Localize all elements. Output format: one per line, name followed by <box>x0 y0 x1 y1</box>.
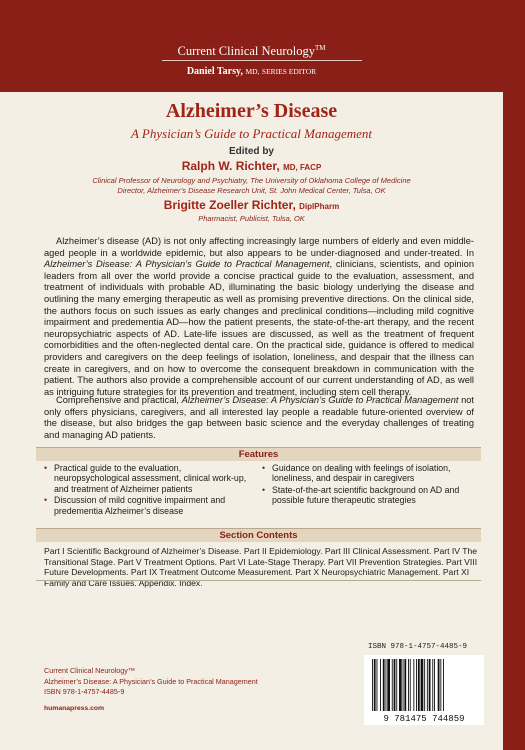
footer-book-title: Alzheimer’s Disease: A Physician’s Guide to Practical Management <box>44 676 258 686</box>
spine-strip <box>503 0 525 750</box>
features-list-left <box>44 463 254 517</box>
feature-item: • Discussion of mild cognitive impairment and predementia Alzheimer’s disease <box>44 495 254 516</box>
isbn-label: ISBN 978-1-4757-4485-9 <box>368 643 468 651</box>
series-editor: Daniel Tarsy, MD, SERIES EDITOR <box>186 66 317 77</box>
series-title: Current Clinical Neurology™ <box>177 44 326 59</box>
footer-isbn: ISBN 978-1-4757-4485-9 <box>44 687 125 696</box>
book-title: Alzheimer’s Disease <box>165 100 338 122</box>
feature-item: • State-of-the-art scientific background on AD and possible future therapeutic strategies <box>262 485 472 506</box>
edited-by-label: Edited by <box>228 146 274 157</box>
barcode <box>364 655 484 725</box>
features-list-right <box>262 463 472 507</box>
section-contents-rule <box>36 580 481 581</box>
editor-1-affiliation-2: Director, Alzheimer’s Disease Research Unit, St. John Medical Center, Tulsa, OK <box>117 186 386 195</box>
book-subtitle: A Physician’s Guide to Practical Management <box>130 126 373 141</box>
feature-item: • Practical guide to the evaluation, neuropsychological assessment, clinical work-up, and treatment of Alzheimer patients <box>44 463 254 494</box>
series-divider <box>162 60 362 61</box>
description-paragraph-1: Alzheimer’s disease (AD) is not only affecting increasingly large numbers of elderly and even middle-aged people in a worldwide epidemic, but also appears to be under-diagnosed and under-treated. In Alzheimer’s Disease: A Physician’s Guide to Practical Management, clinicians, scientists, and opinion leaders from all over the world provide a concise practical guide to the evaluation, assessment, and treatment of individuals with probable AD, illuminating the basic biology underlying the disease and outlining the many emerging therapeutic as well as promising preventive directions. On the clinical side, the authors focus on such issues as early changes and preclinical conditions—including mild cognitive impairment and predementia AD—how the patient presents, the state-of-the-art therapy, and the recent neuropsychiatric aspects of AD. Late-life issues are discussed, as well as the treatment of frequent comorbidities and the often-neglected dental care. On the practical side, guidance is offered to medical providers and caregivers on the deep feelings of isolation, loneliness, and despair that the illness can create in caregivers, and on how to overcome the consequent breakdown in communication with the patient. The authors also provide a comprehensible account of our current understanding of AD, as well as intriguing future strategies for its prevention and treatment, including stem cell therapy. <box>44 236 474 397</box>
editor-2-affiliation: Pharmacist, Publicist, Tulsa, OK <box>198 214 305 223</box>
editor-1-name: Ralph W. Richter, MD, FACP <box>181 159 322 173</box>
section-contents-heading: Section Contents <box>36 528 481 542</box>
editor-1-affiliation-1: Clinical Professor of Neurology and Psychiatry, The University of Oklahoma College of Medicine <box>92 176 411 185</box>
features-heading: Features <box>36 447 481 461</box>
description-paragraph-2: Comprehensive and practical, Alzheimer’s Disease: A Physician’s Guide to Practical Management not only offers physicians, caregivers, and all interested lay people a readable future-oriented overview of the disease, but also bridges the gap between basic science and the everyday challenges of treating and managing AD patients. <box>44 395 475 440</box>
section-contents-text: Part I Scientific Background of Alzheimer’s Disease. Part II Epidemiology. Part III Clinical Assessment. Part IV The Transitional Stage. Part V Treatment Options. Part VI Late-Stage Therapy. Part VII Prevention Strategies. Part VIII Future Developments. Part IX Treatment Outcome Measurement. Part X Neuropsychiatric Management. Part XI Family and Care Issues. Appendix. Index. <box>44 546 478 588</box>
footer-series: Current Clinical Neurology™ <box>44 666 136 675</box>
series-header-bar <box>0 0 503 92</box>
footer-block <box>44 666 258 714</box>
barcode-digits: 9 781475 744859 <box>383 714 465 724</box>
publisher-url: humanapress.com <box>44 704 105 712</box>
feature-item: • Guidance on dealing with feelings of isolation, loneliness, and despair in caregivers <box>262 463 472 484</box>
editor-2-name: Brigitte Zoeller Richter, DiplPharm <box>163 198 340 212</box>
